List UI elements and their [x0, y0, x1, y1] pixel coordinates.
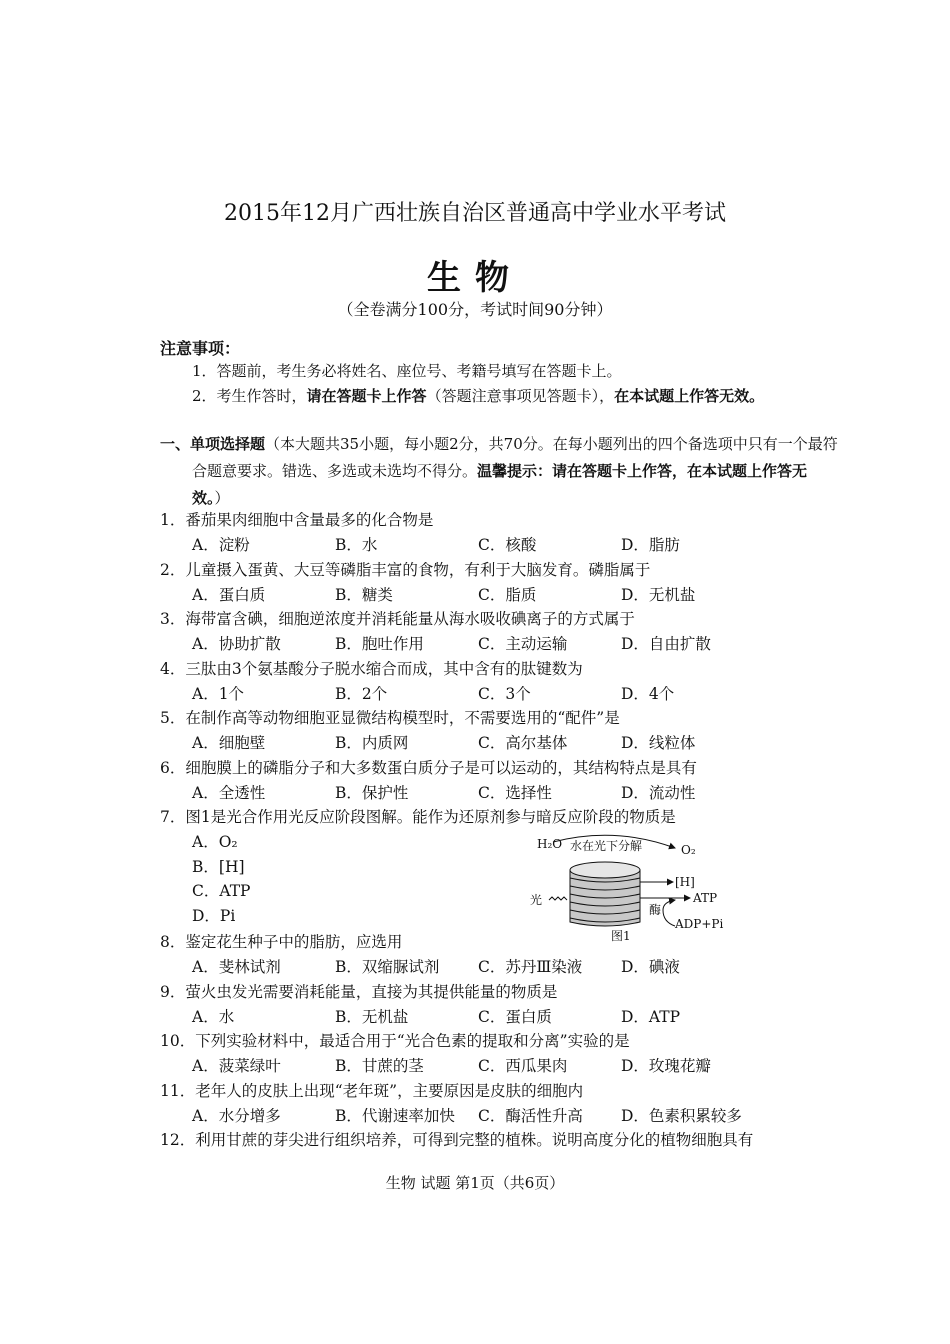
question-stem: 7．图1是光合作用光反应阶段图解。能作为还原剂参与暗反应阶段的物质是 [160, 808, 676, 826]
question-option: B．水 [335, 536, 378, 554]
fig-adp: ADP+Pi [675, 917, 724, 931]
notice-item-2-a: 2．考生作答时， [192, 387, 307, 405]
question-option: D．ATP [621, 1007, 681, 1026]
fig-enzyme: 酶 [649, 903, 662, 917]
question-option: A．蛋白质 [192, 585, 266, 604]
exam-info: （全卷满分100分，考试时间90分钟） [337, 300, 613, 319]
question-option: D．线粒体 [621, 734, 696, 752]
question-option: B．胞吐作用 [335, 635, 424, 653]
question-stem: 2．儿童摄入蛋黄、大豆等磷脂丰富的食物，有利于大脑发育。磷脂属于 [160, 560, 651, 579]
section-desc: （本大题共35小题，每小题2分，共70分。在每小题列出的四个备选项中只有一个最符合题意要求。错选、多选或未选均不得分。 [192, 435, 838, 480]
section-label: 一、单项选择题 [160, 435, 266, 453]
question-option: D．无机盐 [621, 585, 696, 604]
exam-title: 2015年12月广西壮族自治区普通高中学业水平考试 [224, 201, 726, 226]
question-option: B．[H] [192, 857, 245, 876]
question-stem: 11．老年人的皮肤上出现“老年斑”，主要原因是皮肤的细胞内 [160, 1081, 584, 1100]
question-option: B．甘蔗的茎 [335, 1057, 424, 1075]
question-option: D．流动性 [621, 783, 696, 802]
question-option: A．斐林试剂 [192, 958, 281, 976]
question-option: C．核酸 [478, 536, 537, 554]
figure-1-light-reaction [525, 830, 730, 942]
notice-item-1: 1．答题前，考生务必将姓名、座位号、考籍号填写在答题卡上。 [192, 362, 622, 380]
question-option: A．淀粉 [192, 536, 250, 554]
question-stem: 1．番茄果肉细胞中含量最多的化合物是 [160, 511, 434, 529]
page-footer: 生物 试题 第1页（共6页） [385, 1174, 565, 1192]
question-stem: 10．下列实验材料中，最适合用于“光合色素的提取和分离”实验的是 [160, 1032, 630, 1050]
fig-h2o: H₂O [537, 837, 563, 851]
question-option: C．主动运输 [478, 635, 568, 653]
question-stem: 5．在制作高等动物细胞亚显微结构模型时，不需要选用的“配件”是 [160, 709, 620, 727]
fig-o2: O₂ [681, 843, 696, 857]
question-option: A．菠菜绿叶 [192, 1057, 281, 1075]
question-option: B．保护性 [335, 783, 409, 802]
question-option: A．O₂ [192, 833, 238, 851]
question-stem: 8．鉴定花生种子中的脂肪，应选用 [160, 933, 403, 951]
question-option: B．内质网 [335, 734, 409, 752]
question-option: A．水分增多 [192, 1106, 281, 1125]
question-option: A．细胞壁 [192, 734, 266, 752]
notice-item-2-c: （答题注意事项见答题卡）， [426, 387, 615, 405]
question-option: C．选择性 [478, 783, 552, 802]
question-option: B．糖类 [335, 585, 393, 604]
fig-caption: 图1 [611, 929, 631, 942]
subject-title: 生物 [427, 258, 523, 298]
question-option: A．协助扩散 [192, 635, 281, 653]
question-option: B．双缩脲试剂 [335, 958, 440, 976]
question-stem: 6．细胞膜上的磷脂分子和大多数蛋白质分子是可以运动的，其结构特点是具有 [160, 758, 697, 777]
question-option: A．全透性 [192, 783, 266, 802]
section-warm: 温馨提示：请在答题卡上作答，在本试题上作答无效。 [192, 462, 808, 507]
question-option: D．Pi [192, 906, 236, 925]
question-option: D．玫瑰花瓣 [621, 1057, 711, 1075]
notice-item-2 [192, 385, 764, 406]
question-stem: 4．三肽由3个氨基酸分子脱水缩合而成，其中含有的肽键数为 [160, 659, 583, 678]
question-option: A．1个 [192, 684, 245, 703]
notice-heading: 注意事项： [160, 339, 241, 358]
question-option: C．蛋白质 [478, 1007, 552, 1026]
question-option: D．碘液 [621, 958, 680, 976]
question-stem: 12．利用甘蔗的芽尖进行组织培养，可得到完整的植株。说明高度分化的植物细胞具有 [160, 1131, 754, 1149]
fig-atp: ATP [693, 891, 718, 905]
question-option: A．水 [192, 1007, 235, 1026]
question-option: B．无机盐 [335, 1007, 409, 1026]
question-stem: 3．海带富含碘，细胞逆浓度并消耗能量从海水吸收碘离子的方式属于 [160, 610, 635, 628]
question-option: B．2个 [335, 684, 388, 703]
question-stem: 9．萤火虫发光需要消耗能量，直接为其提供能量的物质是 [160, 982, 558, 1001]
notice-item-2-b: 请在答题卡上作答 [306, 387, 427, 405]
section-intro [160, 431, 842, 512]
question-option: C．苏丹Ⅲ染液 [478, 958, 583, 976]
question-option: D．脂肪 [621, 536, 680, 554]
question-option: C．ATP [192, 882, 251, 900]
fig-light: 光 [530, 893, 543, 907]
question-option: D．色素积累较多 [621, 1106, 742, 1125]
question-option: D．自由扩散 [621, 635, 711, 653]
question-option: C．高尔基体 [478, 734, 568, 752]
fig-process: 水在光下分解 [570, 839, 643, 853]
section-close: ） [214, 489, 230, 507]
question-option: D．4个 [621, 684, 675, 703]
question-option: C．脂质 [478, 585, 537, 604]
notice-item-2-d: 在本试题上作答无效。 [614, 387, 765, 405]
question-option: B．代谢速率加快 [335, 1106, 455, 1125]
question-option: C．3个 [478, 684, 531, 703]
question-option: C．酶活性升高 [478, 1106, 583, 1125]
question-option: C．西瓜果肉 [478, 1057, 568, 1075]
fig-h: [H] [675, 875, 695, 889]
